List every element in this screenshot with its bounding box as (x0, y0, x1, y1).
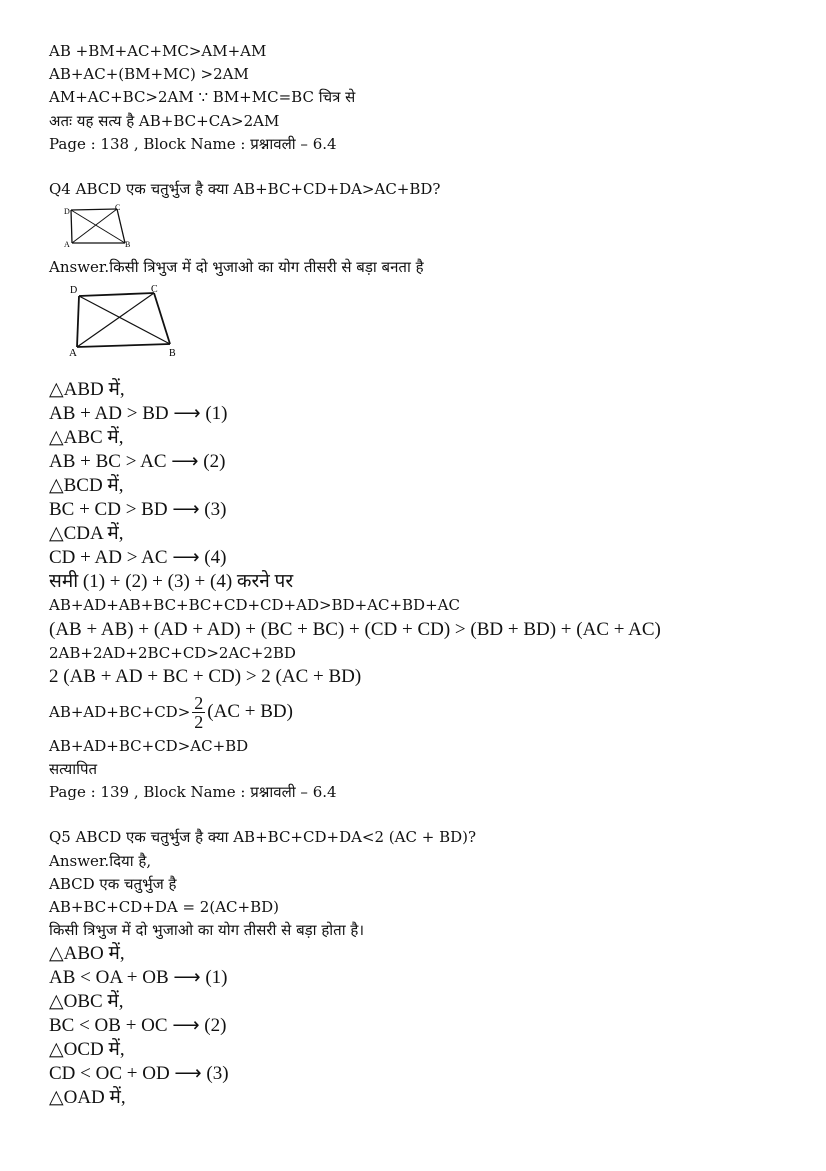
quadrilateral-figure-large (69, 284, 789, 360)
math-line: △ABC में, (49, 427, 124, 449)
math-line: △OCD में, (49, 1039, 125, 1061)
math-line: BC < OB + OC ⟶ (2) (49, 1015, 227, 1037)
math-line: △OAD में, (49, 1087, 126, 1109)
vertex-label-b: B (125, 240, 131, 249)
math-line: BC + CD > BD ⟶ (3) (49, 499, 227, 521)
quadrilateral-figure-small (63, 204, 789, 252)
math-line: (AB + AB) + (AD + AD) + (BC + BC) + (CD + CD) > (BD + BD) + (AC + AC) (49, 618, 661, 640)
vertex-label-d: D (70, 285, 78, 297)
quadrilateral-sketch (69, 284, 219, 356)
vertex-label-d: D (64, 207, 70, 217)
math-line: △ABO में, (49, 943, 125, 965)
proof-continuation (49, 40, 789, 156)
math-line: AB + BC > AC ⟶ (2) (49, 451, 226, 473)
document-page (49, 40, 789, 1110)
text-line: AB+AC+(BM+MC) >2AM (49, 65, 249, 84)
math-line: △ABD में, (49, 379, 125, 401)
text-line: अतः यह सत्य है AB+BC+CA>2AM (49, 111, 280, 130)
verified-label: सत्यापित (49, 760, 98, 779)
math-line: △CDA में, (49, 523, 124, 545)
fraction-denominator: 2 (194, 711, 204, 732)
math-line: △OBC में, (49, 991, 124, 1013)
text-line: AM+AC+BC>2AM ∵ BM+MC=BC चित्र से (49, 88, 356, 107)
vertex-label-a: A (64, 240, 70, 249)
question-text: Q4 ABCD एक चतुर्भुज है क्या AB+BC+CD+DA>AC+BD? (49, 180, 441, 199)
text-line: Answer.दिया है, (49, 851, 152, 870)
quadrilateral-sketch (63, 204, 143, 248)
fraction (192, 694, 205, 731)
fraction-numerator: 2 (194, 692, 204, 713)
text-line: AB+AD+AB+BC+BC+CD+CD+AD>BD+AC+BD+AC (49, 596, 460, 615)
vertex-label-a: A (69, 347, 77, 357)
vertex-label-b: B (169, 348, 176, 357)
answer-text: Answer.किसी त्रिभुज में दो भुजाओ का योग तीसरी से बड़ा बनता है (49, 258, 424, 277)
fraction-suffix: (AC + BD) (207, 700, 293, 722)
question-5 (49, 826, 789, 1110)
vertex-label-c: C (115, 204, 121, 213)
math-line: CD < OC + OD ⟶ (3) (49, 1063, 229, 1085)
question-text: Q5 ABCD एक चतुर्भुज है क्या AB+BC+CD+DA<2 (AC + BD)? (49, 828, 477, 847)
text-line: AB +BM+AC+MC>AM+AM (49, 42, 267, 60)
question-4 (49, 178, 789, 804)
page-reference: Page : 139 , Block Name : प्रश्नावली – 6.4 (49, 783, 337, 802)
text-line: AB+BC+CD+DA = 2(AC+BD) (49, 898, 279, 917)
fraction-line (49, 689, 789, 735)
math-line: AB < OA + OB ⟶ (1) (49, 967, 228, 989)
math-line: △BCD में, (49, 475, 124, 497)
text-line: 2AB+2AD+2BC+CD>2AC+2BD (49, 643, 296, 662)
text-line: किसी त्रिभुज में दो भुजाओ का योग तीसरी से बड़ा होता है। (49, 921, 365, 940)
math-line: समी (1) + (2) + (3) + (4) करने पर (49, 571, 294, 593)
fraction-prefix: AB+AD+BC+CD> (49, 702, 191, 721)
conclusion: AB+AD+BC+CD>AC+BD (49, 736, 249, 755)
page-reference: Page : 138 , Block Name : प्रश्नावली – 6.4 (49, 134, 337, 153)
text-line: ABCD एक चतुर्भुज है (49, 874, 177, 893)
math-line: AB + AD > BD ⟶ (1) (49, 403, 228, 425)
math-line: CD + AD > AC ⟶ (4) (49, 547, 227, 569)
math-line: 2 (AB + AD + BC + CD) > 2 (AC + BD) (49, 665, 362, 687)
vertex-label-c: C (151, 284, 158, 296)
